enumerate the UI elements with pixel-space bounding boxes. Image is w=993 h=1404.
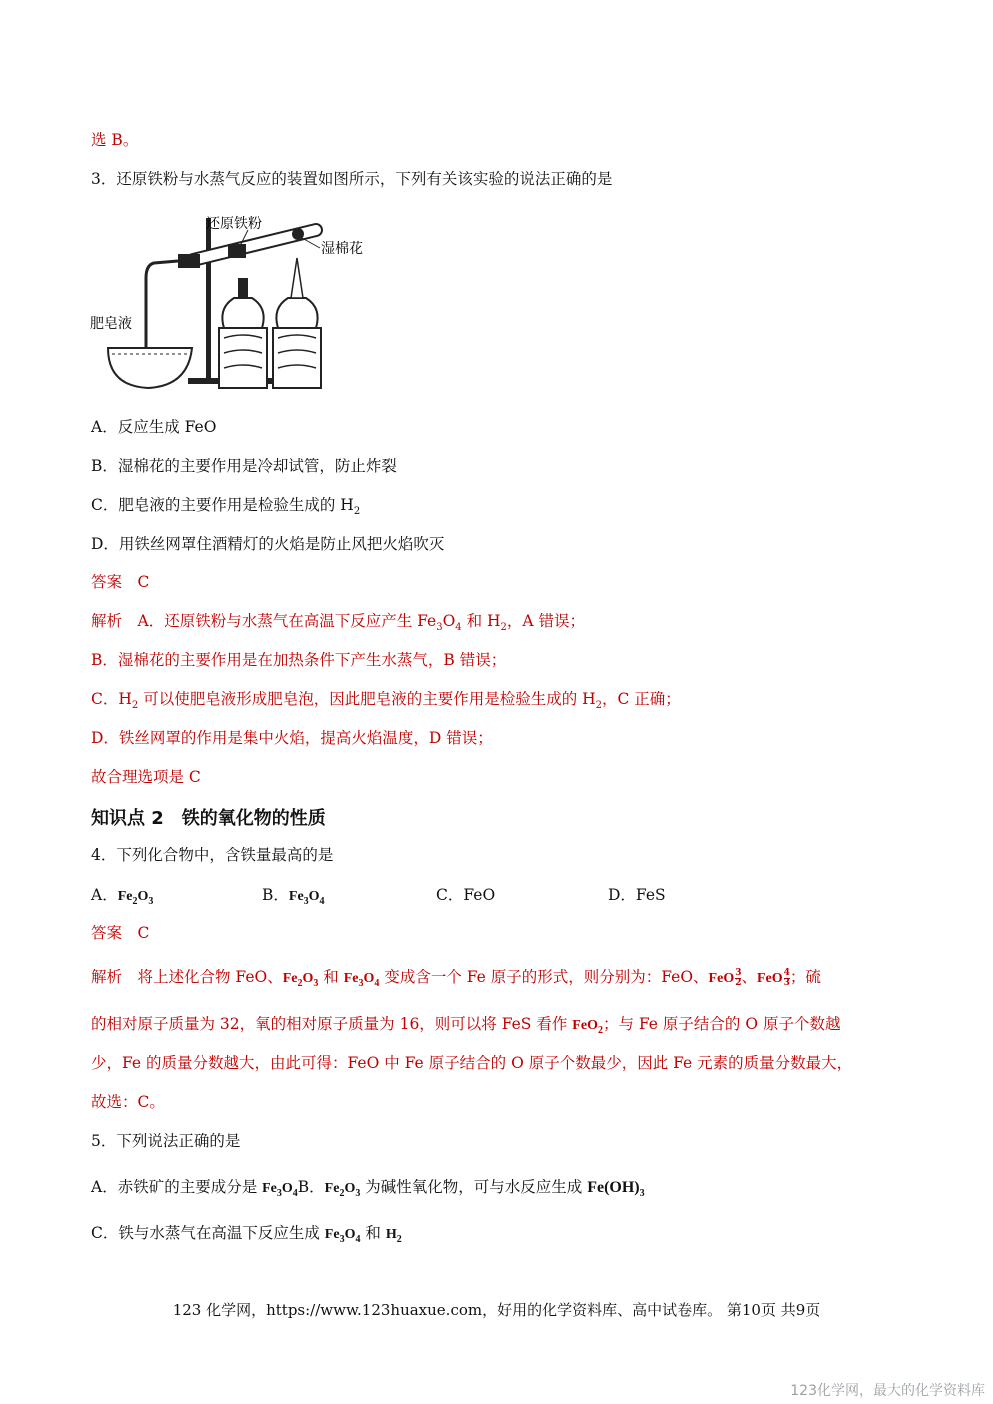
iron-powder-heap <box>228 244 246 258</box>
q3-option-a: A．反应生成 FeO <box>91 418 217 436</box>
alcohol-lamp-left <box>219 278 267 388</box>
watermark: 123化学网，最大的化学资料库 <box>790 1383 985 1399</box>
prev-answer-tail: 选 B。 <box>91 131 139 149</box>
alcohol-lamp-right <box>273 258 321 388</box>
stopper <box>178 254 200 268</box>
q3-option-c: C．肥皂液的主要作用是检验生成的 $H_2$ <box>91 496 361 517</box>
q3-answer: 答案 C <box>91 573 150 591</box>
q3-option-b: B．湿棉花的主要作用是冷却试管，防止炸裂 <box>91 457 397 475</box>
q3-analysis-a: 解析 A．还原铁粉与水蒸气在高温下反应产生 $Fe_3O_4$ 和 $H_2$，A 错误； <box>91 612 586 633</box>
q4-option-b: B．$Fe_3O_4$ <box>262 886 325 907</box>
delivery-tube <box>146 261 178 353</box>
q3-conclusion: 故合理选项是 C <box>91 768 201 786</box>
q5-stem: 5．下列说法正确的是 <box>91 1132 241 1150</box>
q5-options-ab: A．赤铁矿的主要成分是 $Fe_3O_4B$．$Fe_2O_3$ 为碱性氧化物，可与水反应生成 $Fe(OH)_3$ <box>91 1178 645 1199</box>
q4-answer: 答案 C <box>91 924 150 942</box>
q5-option-c: C．铁与水蒸气在高温下反应生成 $Fe_3O_4$ 和 $H_2$ <box>91 1224 402 1245</box>
q4-analysis-line4: 故选：C。 <box>91 1093 165 1111</box>
q4-option-a: A．$Fe_2O_3$ <box>91 886 154 907</box>
q4-analysis-line3: 少，Fe 的质量分数越大，由此可得：FeO 中 Fe 原子结合的 O 原子个数最少，因此 Fe 元素的质量分数最大， <box>91 1054 853 1072</box>
page-footer: 123 化学网，https://www.123huaxue.com，好用的化学资料库、高中试卷库。 第10页 共9页 <box>172 1301 821 1319</box>
q3-analysis-c: C．$H_2$ 可以使肥皂液形成肥皂泡，因此肥皂液的主要作用是检验生成的 $H_2$，C 正确； <box>91 690 681 711</box>
label-iron-powder: 还原铁粉 <box>206 216 262 232</box>
iron-steam-apparatus-figure <box>88 208 388 398</box>
q3-analysis-d: D．铁丝网罩的作用是集中火焰，提高火焰温度，D 错误； <box>91 729 493 747</box>
q4-analysis-line1: 解析 将上述化合物 FeO、$Fe_2O_3$ 和 $Fe_3O_4$ 变成含一个 Fe 原子的形式，则分别为：FeO、FeO $\frac{3}{2}$ 、FeO $\frac{4}{3}$ ；硫 <box>91 967 821 989</box>
q4-stem: 4．下列化合物中，含铁量最高的是 <box>91 846 334 864</box>
q4-option-c: C．FeO <box>436 886 496 904</box>
q4-analysis-line2: 的相对原子质量为 32，氧的相对原子质量为 16，则可以将 FeS 看作 FeO$_2$；与 Fe 原子结合的 O 原子个数越 <box>91 1015 841 1036</box>
label-soap-solution: 肥皂液 <box>90 316 132 332</box>
q3-option-d: D．用铁丝网罩住酒精灯的火焰是防止风把火焰吹灭 <box>91 535 445 553</box>
section-title: 知识点 2 铁的氧化物的性质 <box>91 808 326 829</box>
q3-analysis-b: B．湿棉花的主要作用是在加热条件下产生水蒸气，B 错误； <box>91 651 507 669</box>
q3-stem: 3．还原铁粉与水蒸气反应的装置如图所示，下列有关该实验的说法正确的是 <box>91 170 613 188</box>
stand-rod <box>206 218 211 380</box>
q4-option-d: D．FeS <box>608 886 666 904</box>
label-wet-cotton: 湿棉花 <box>321 241 363 257</box>
